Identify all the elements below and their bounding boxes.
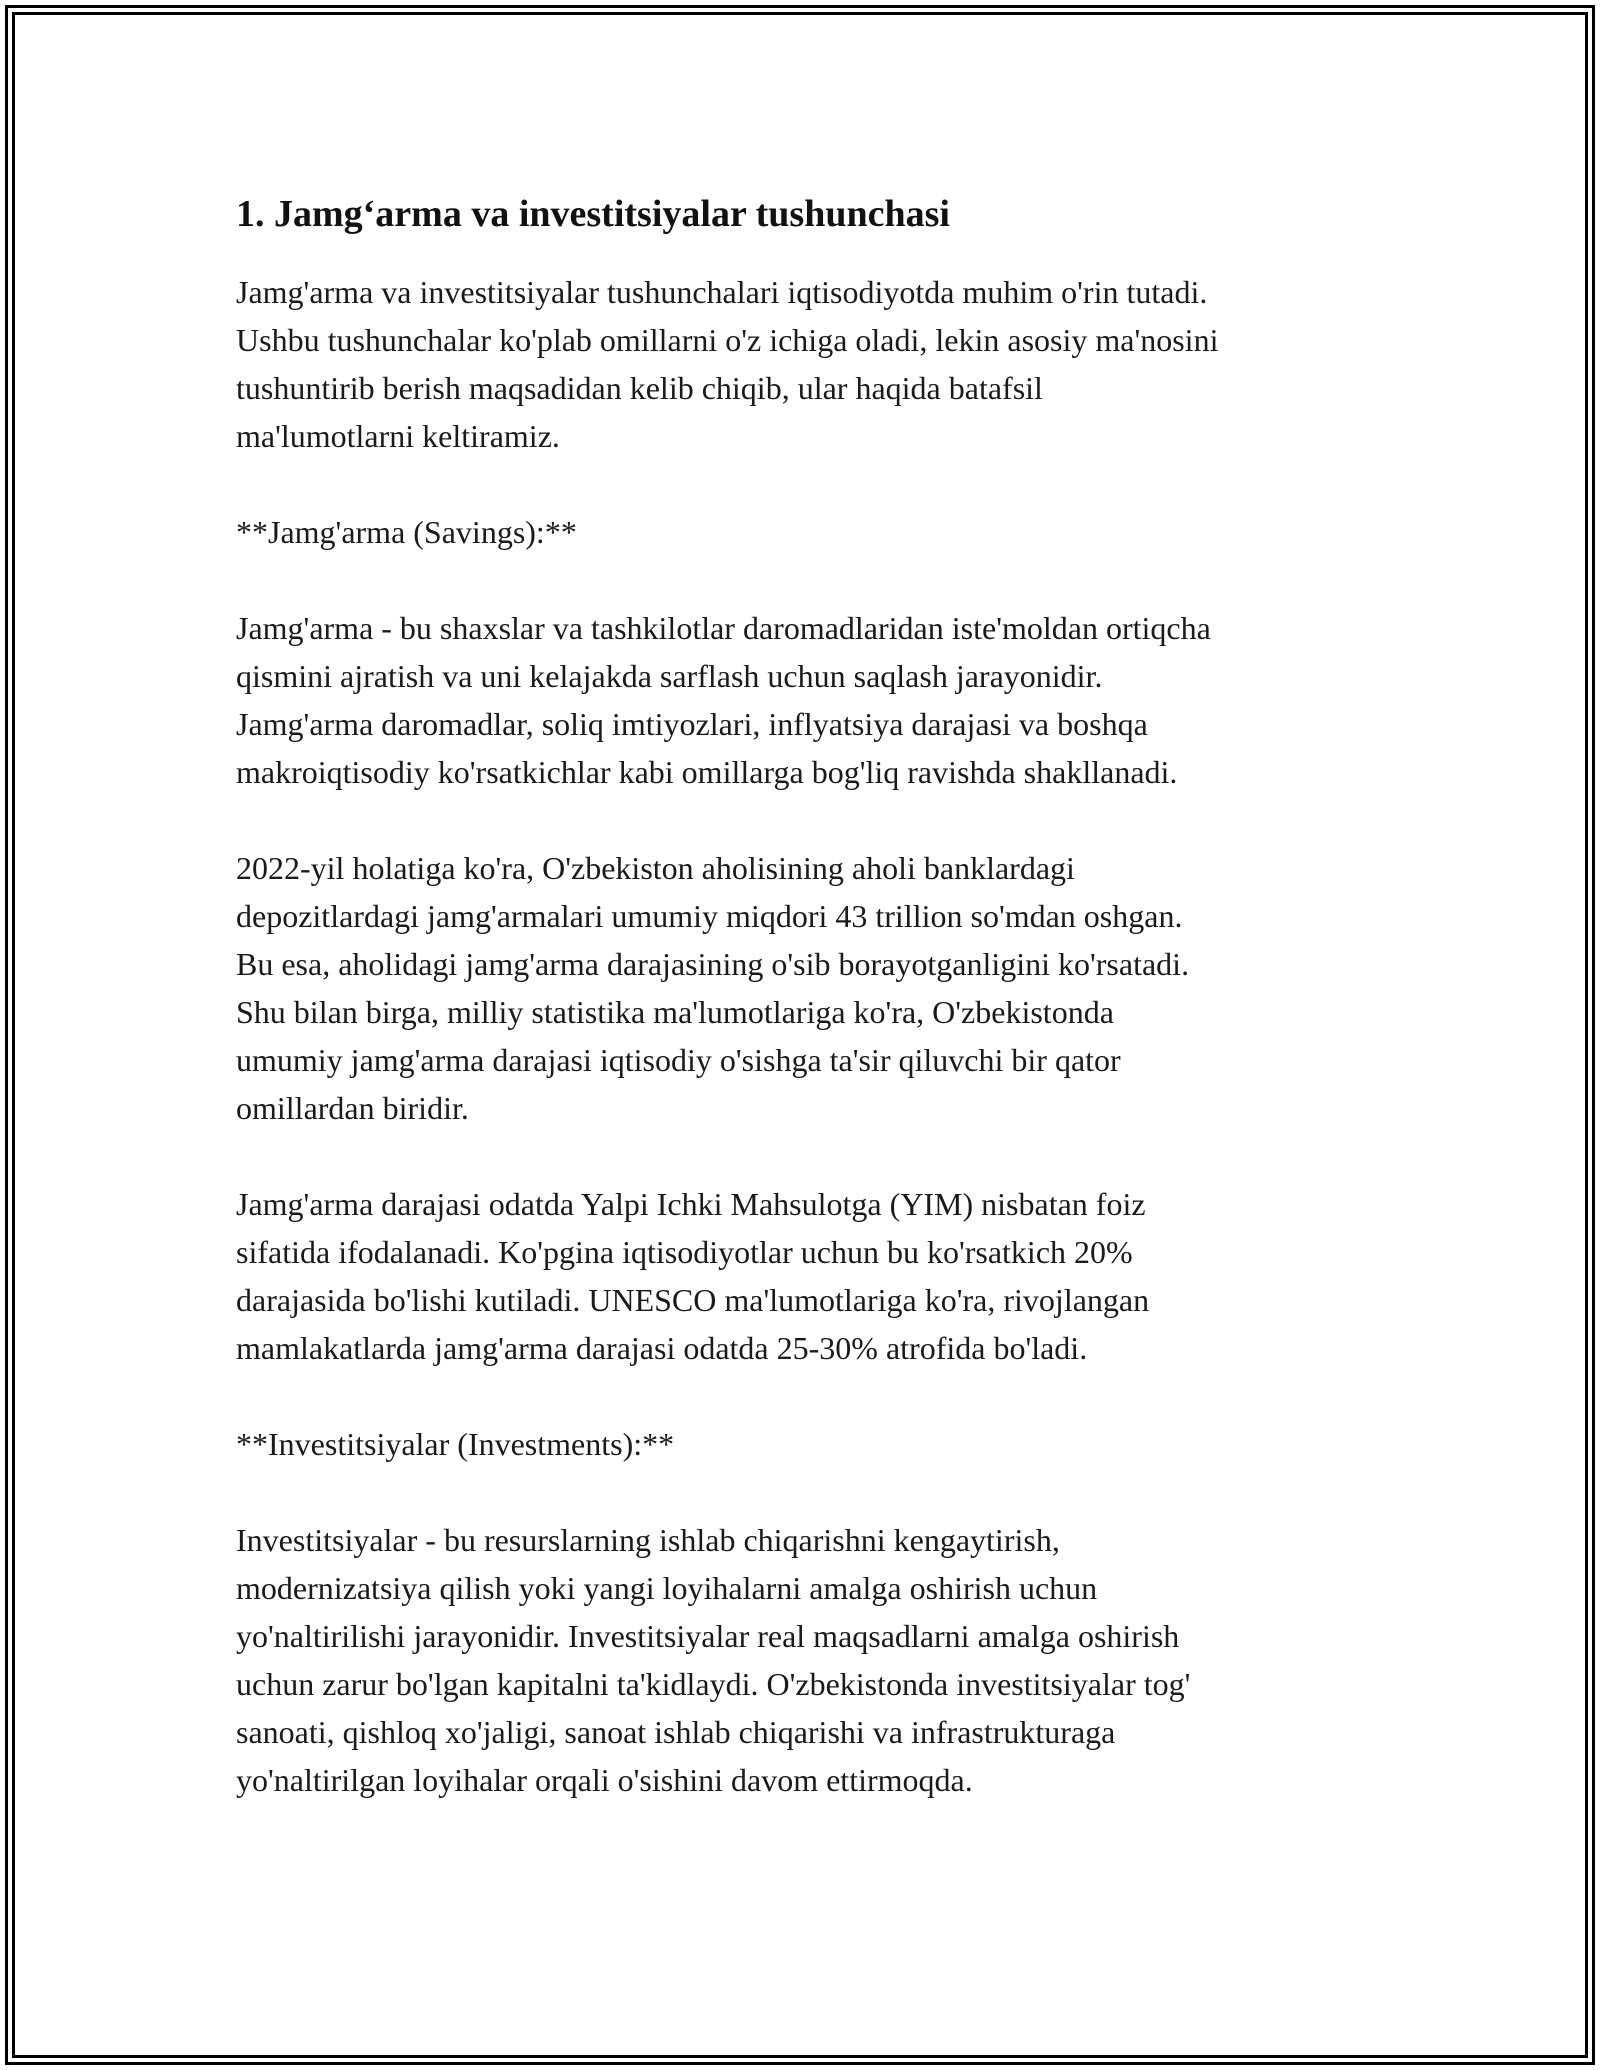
investments-definition-paragraph: Investitsiyalar - bu resurslarning ishlab chiqarishni kengaytirish, modernizatsiya qilish yoki yangi loyihalarni amalga oshirish uchun yo'naltirilishi jarayonidir. Investitsiyalar real maqsadlarni amalga oshirish uchun zarur bo'lgan kapitalni ta'kidlaydi. O'zbekistonda investitsiyalar tog' sanoati, qishloq xo'jaligi, sanoat ishlab chiqarishi va infrastrukturaga yo'naltirilgan loyihalar orqali o'sishini davom ettirmoqda.: [236, 1522, 1191, 1798]
savings-statistics-paragraph: 2022-yil holatiga ko'ra, O'zbekiston aholisining aholi banklardagi depozitlardagi jamg'armalari umumiy miqdori 43 trillion so'mdan oshgan. Bu esa, aholidagi jamg'arma darajasining o'sib borayotganligini ko'rsatadi. Shu bilan birga, milliy statistika ma'lumotlariga ko'ra, O'zbekistonda umumiy jamg'arma darajasi iqtisodiy o'sishga ta'sir qiluvchi bir qator omillardan biridir.: [236, 850, 1190, 1126]
investments-subheading: **Investitsiyalar (Investments):**: [236, 1426, 675, 1462]
savings-rate-paragraph: Jamg'arma darajasi odatda Yalpi Ichki Mahsulotga (YIM) nisbatan foiz sifatida ifodalanadi. Ko'pgina iqtisodiyotlar uchun bu ko'rsatkich 20% darajasida bo'lishi kutiladi. UNESCO ma'lumotlariga ko'ra, rivojlangan mamlakatlarda jamg'arma darajasi odatda 25-30% atrofida bo'ladi.: [236, 1186, 1150, 1366]
section-heading: 1. Jamgʻarma va investitsiyalar tushunchasi: [236, 193, 950, 235]
document-body: [236, 188, 1406, 1804]
savings-subheading: **Jamg'arma (Savings):**: [236, 514, 577, 550]
savings-definition-paragraph: Jamg'arma - bu shaxslar va tashkilotlar daromadlaridan iste'moldan ortiqcha qismini ajratish va uni kelajakda sarflash uchun saqlash jarayonidir. Jamg'arma daromadlar, soliq imtiyozlari, inflyatsiya darajasi va boshqa makroiqtisodiy ko'rsatkichlar kabi omillarga bog'liq ravishda shakllanadi.: [236, 610, 1211, 790]
intro-paragraph: Jamg'arma va investitsiyalar tushunchalari iqtisodiyotda muhim o'rin tutadi. Ushbu tushunchalar ko'plab omillarni o'z ichiga oladi, lekin asosiy ma'nosini tushuntirib berish maqsadidan kelib chiqib, ular haqida batafsil ma'lumotlarni keltiramiz.: [236, 274, 1219, 454]
